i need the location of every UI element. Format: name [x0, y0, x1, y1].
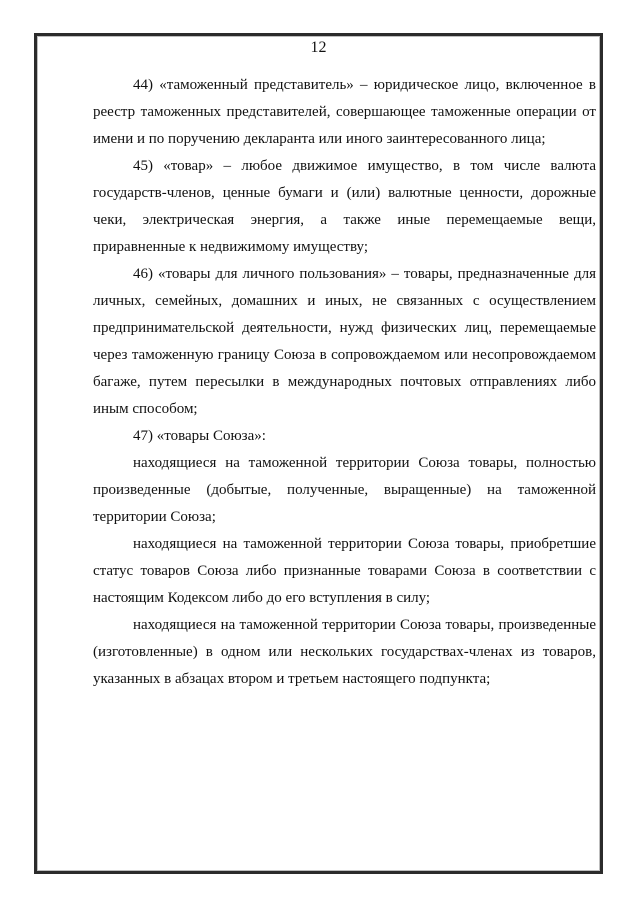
- page-number: 12: [310, 39, 327, 56]
- paragraph-46-personal-goods: 46) «товары для личного пользования» – товары, предназначенные для личных, семейных, домашних и иных, не связанных с осуществлением предпринимательской деятельности, нужд физических лиц, перемещаемые через таможенную границу Союза в сопровождаемом или несопровождаемом багаже, путем пересылки в международных почтовых отправлениях либо иным способом;: [93, 266, 596, 417]
- paragraph-45-goods: 45) «товар» – любое движимое имущество, в том числе валюта государств-членов, ценные бумаги и (или) валютные ценности, дорожные чеки, электрическая энергия, а также иные перемещаемые вещи, приравненные к недвижимому имуществу;: [93, 158, 596, 255]
- paragraph-47-union-goods-heading: 47) «товары Союза»:: [133, 428, 266, 444]
- paragraph-44-customs-representative: 44) «таможенный представитель» – юридическое лицо, включенное в реестр таможенных представителей, совершающее таможенные операции от имени и по поручению декларанта или иного заинтересованного лица;: [93, 77, 596, 147]
- paragraph-47-item-1: находящиеся на таможенной территории Союза товары, полностью произведенные (добытые, полученные, выращенные) на таможенной территории Союза;: [93, 455, 596, 525]
- paragraph-47-item-3: находящиеся на таможенной территории Союза товары, произведенные (изготовленные) в одном или нескольких государствах-членах из товаров, указанных в абзацах втором и третьем настоящего подпункта;: [93, 617, 596, 687]
- document-body: [93, 72, 596, 693]
- page-border: [34, 33, 603, 874]
- paragraph-47-item-2: находящиеся на таможенной территории Союза товары, приобретшие статус товаров Союза либо признанные товарами Союза в соответствии с настоящим Кодексом либо до его вступления в силу;: [93, 536, 596, 606]
